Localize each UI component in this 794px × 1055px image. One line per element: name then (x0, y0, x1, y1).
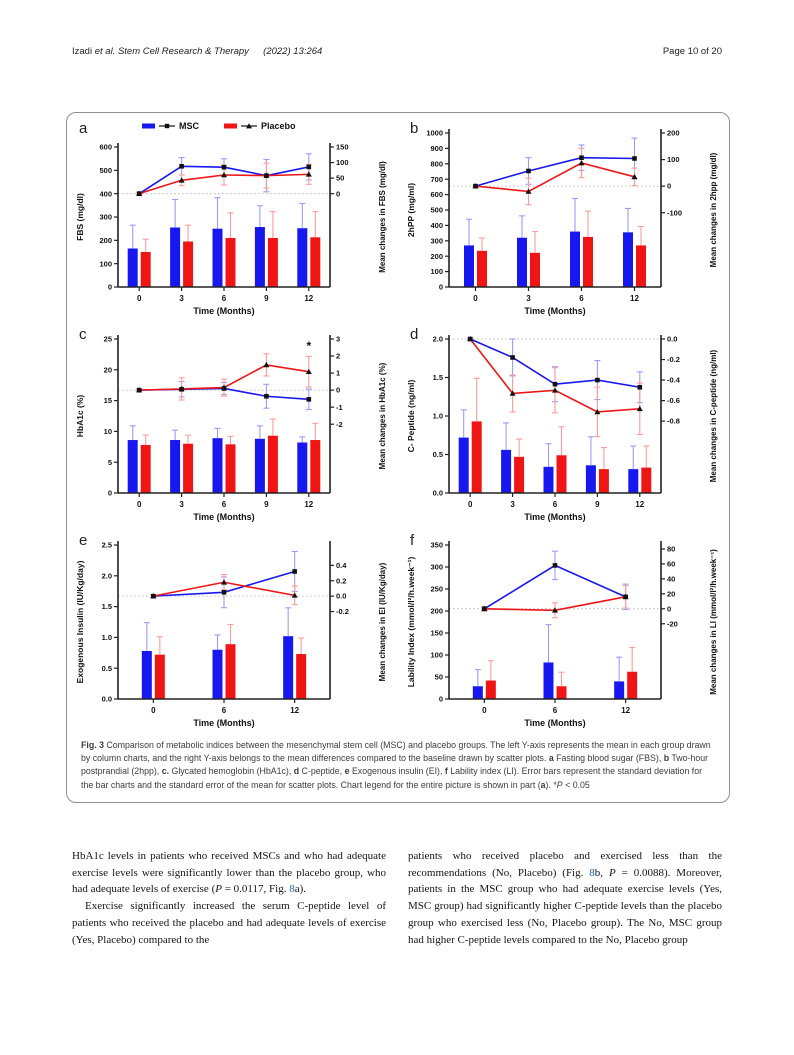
bar (267, 436, 277, 493)
svg-text:0.5: 0.5 (101, 663, 112, 673)
svg-text:0.5: 0.5 (432, 450, 443, 460)
legend-msc-bar-swatch (142, 124, 155, 129)
marker-square-msc (526, 169, 531, 174)
body-paragraph (72, 898, 386, 948)
svg-text:b: b (409, 120, 418, 137)
svg-text:60: 60 (666, 559, 675, 569)
marker-square-msc (579, 155, 584, 160)
svg-text:0: 0 (666, 604, 671, 614)
bars-placebo (471, 378, 651, 493)
svg-text:900: 900 (429, 144, 443, 153)
marker-square-msc (632, 156, 637, 161)
svg-text:1.5: 1.5 (432, 373, 443, 383)
bar (628, 469, 638, 493)
svg-text:2.0: 2.0 (432, 334, 443, 344)
text-run: et al. Stem Cell Research & Therapy (94, 46, 249, 57)
svg-text:1.0: 1.0 (101, 633, 112, 642)
bar (170, 440, 180, 493)
svg-text:80: 80 (666, 544, 675, 554)
text-run: Izadi (72, 46, 95, 57)
bar (212, 650, 222, 699)
svg-text:0: 0 (107, 488, 112, 498)
text-run: e (344, 766, 350, 777)
svg-text:0: 0 (335, 385, 340, 395)
svg-text:300: 300 (98, 212, 112, 222)
svg-text:-0.2: -0.2 (666, 355, 680, 365)
figure-3-box (66, 112, 730, 803)
text-run: a (548, 753, 554, 764)
bar (636, 245, 646, 287)
svg-text:1: 1 (335, 368, 340, 378)
svg-text:-20: -20 (666, 619, 678, 629)
text-run: HbA1c levels in patients who received MSCs and who had adequate exercise levels were significantly lower than the placebo group, who had adequate levels of exercise ( (72, 850, 386, 896)
body-paragraph (72, 848, 386, 898)
bar (530, 253, 540, 287)
bar (254, 439, 264, 493)
svg-text:1000: 1000 (425, 128, 443, 138)
svg-text:0.0: 0.0 (666, 334, 677, 344)
svg-text:100: 100 (335, 158, 349, 168)
page-header (72, 46, 722, 57)
svg-text:-0.2: -0.2 (335, 607, 349, 617)
bar (183, 242, 193, 288)
svg-text:12: 12 (629, 294, 639, 303)
marker-square-msc (306, 165, 311, 170)
figure-3-caption (81, 739, 715, 792)
body-paragraph (408, 848, 722, 948)
bar (297, 442, 307, 493)
svg-text:c: c (78, 326, 86, 343)
text-run: Exogenous insulin (EI), (349, 766, 445, 777)
bar (225, 238, 235, 287)
svg-text:25: 25 (103, 334, 112, 344)
svg-text:0: 0 (472, 294, 478, 303)
bar (296, 654, 306, 699)
svg-text:50: 50 (335, 173, 344, 183)
bar (170, 228, 180, 288)
svg-text:3: 3 (178, 500, 184, 509)
svg-text:700: 700 (429, 174, 443, 184)
svg-text:0.0: 0.0 (432, 488, 443, 498)
text-run: = 0.0088). Moreover, patients in the MSC group who had adequate exercise levels (Yes, MSC group) had significantly higher C-peptide levels than the placebo group who exercised less (No, Placebo group). The No, MSC group had higher C-peptide levels compared to the No, Placebo group (408, 866, 722, 946)
svg-text:*: * (305, 339, 311, 354)
bar (183, 444, 193, 493)
svg-text:100: 100 (98, 259, 112, 269)
svg-text:Lability Index (mmol/l²/h.week: Lability Index (mmol/l²/h.week⁻¹) (405, 556, 416, 688)
svg-text:9: 9 (263, 500, 269, 509)
svg-text:0: 0 (666, 181, 671, 191)
bars-msc (458, 410, 638, 493)
bar (140, 445, 150, 493)
chart-panel-f (403, 529, 725, 735)
svg-text:3: 3 (335, 334, 340, 344)
bars-placebo (140, 212, 320, 287)
bar (501, 450, 511, 493)
figure-ref-link[interactable]: 8 (289, 883, 295, 896)
bar (477, 251, 487, 287)
svg-text:200: 200 (666, 128, 680, 138)
text-run: Two-hour postprandial (2hpp), (81, 753, 709, 777)
svg-text:a: a (78, 120, 87, 137)
bar (254, 227, 264, 287)
text-run: P (215, 883, 222, 896)
text-run: = 0.0117, Fig. (221, 883, 290, 896)
svg-text:6: 6 (552, 706, 557, 715)
bar (127, 249, 137, 288)
svg-text:6: 6 (578, 294, 584, 303)
bar (212, 438, 222, 493)
marker-square-msc (552, 382, 557, 387)
svg-text:3: 3 (178, 294, 184, 303)
bar (556, 686, 566, 699)
bars-msc (127, 426, 307, 493)
bars-msc (127, 198, 307, 287)
svg-text:0: 0 (136, 294, 141, 303)
bar (514, 457, 524, 493)
svg-text:1.0: 1.0 (432, 411, 443, 421)
svg-text:100: 100 (666, 155, 680, 165)
bar (141, 651, 151, 699)
svg-text:0.4: 0.4 (335, 560, 346, 570)
svg-text:600: 600 (98, 142, 112, 152)
svg-text:9: 9 (263, 294, 269, 303)
svg-text:-0.6: -0.6 (666, 396, 680, 406)
text-run: b (663, 753, 670, 764)
bar (154, 655, 164, 699)
text-run: d (293, 766, 300, 777)
trend-line-placebo (475, 163, 634, 191)
svg-text:0: 0 (467, 500, 472, 509)
bar (140, 252, 150, 287)
svg-text:5: 5 (107, 457, 112, 467)
body-column-right (408, 848, 722, 948)
svg-text:200: 200 (429, 251, 443, 261)
svg-text:C- Peptide (ng/ml): C- Peptide (ng/ml) (405, 379, 416, 453)
bar (225, 644, 235, 699)
legend-placebo-bar-swatch (224, 124, 237, 129)
svg-text:Time (Months): Time (Months) (192, 512, 255, 522)
svg-text:6: 6 (221, 500, 226, 509)
bar (458, 438, 468, 493)
bar (517, 238, 527, 287)
svg-text:20: 20 (103, 365, 112, 375)
bar (212, 229, 222, 287)
bar (570, 232, 580, 287)
svg-text:6: 6 (552, 500, 557, 509)
marker-square-msc (595, 378, 600, 383)
svg-text:150: 150 (335, 142, 349, 152)
svg-text:15: 15 (103, 396, 112, 406)
svg-text:-1: -1 (335, 402, 343, 412)
scatter-error-placebo (467, 338, 643, 437)
svg-text:Time (Months): Time (Months) (523, 306, 586, 316)
svg-text:100: 100 (429, 650, 443, 660)
figure-3-panels (67, 117, 729, 735)
svg-text:Exogenous Insulin (IU/Kg/day): Exogenous Insulin (IU/Kg/day) (74, 560, 85, 684)
bars-placebo (477, 211, 646, 287)
svg-text:HbA1c (%): HbA1c (%) (74, 394, 85, 438)
svg-text:0.0: 0.0 (101, 694, 112, 704)
text-run: a (540, 779, 546, 790)
svg-text:12: 12 (289, 706, 299, 715)
bar (543, 467, 553, 493)
svg-text:350: 350 (429, 540, 443, 550)
svg-text:150: 150 (429, 628, 443, 638)
svg-text:d: d (409, 326, 418, 343)
svg-text:0: 0 (107, 282, 112, 292)
svg-text:500: 500 (98, 165, 112, 175)
bar (614, 681, 624, 699)
bar (543, 662, 553, 699)
svg-text:0: 0 (150, 706, 156, 715)
text-run: < 0.05 (562, 779, 590, 790)
svg-text:12: 12 (303, 294, 313, 303)
bar (225, 444, 235, 493)
text-run: a). (294, 883, 306, 896)
svg-text:Time (Months): Time (Months) (523, 718, 586, 728)
page-number: Page 10 of 20 (662, 46, 722, 57)
svg-text:400: 400 (98, 189, 112, 199)
bar (471, 421, 481, 493)
svg-text:f: f (409, 532, 414, 549)
marker-square-msc (510, 355, 515, 360)
svg-text:-0.4: -0.4 (666, 375, 680, 385)
svg-text:2.0: 2.0 (101, 571, 112, 581)
svg-text:200: 200 (98, 235, 112, 245)
trend-line-msc (475, 158, 634, 186)
svg-text:50: 50 (434, 672, 443, 682)
text-run: P (556, 779, 563, 790)
journal-citation (72, 46, 322, 57)
marker-square-msc (306, 397, 311, 402)
body-column-left (72, 848, 386, 948)
svg-text:0: 0 (438, 694, 443, 704)
svg-text:40: 40 (666, 574, 675, 584)
bar (627, 672, 637, 699)
legend-msc-marker (164, 124, 168, 128)
text-run: patients who received placebo and exercised less than the recommendations (No, Placebo) (Fig. (408, 850, 722, 879)
svg-text:300: 300 (429, 562, 443, 572)
chart-panel-e (72, 529, 394, 735)
marker-square-msc (179, 164, 184, 169)
svg-text:Mean changes in 2hpp (mg/dl): Mean changes in 2hpp (mg/dl) (708, 152, 718, 268)
bars-msc (464, 198, 633, 287)
text-run: P (608, 866, 616, 879)
chart-panel-c (72, 323, 394, 529)
svg-text:600: 600 (429, 190, 443, 200)
svg-text:0: 0 (481, 706, 487, 715)
svg-text:800: 800 (429, 159, 443, 169)
svg-text:12: 12 (620, 706, 630, 715)
svg-text:6: 6 (221, 294, 226, 303)
svg-text:0: 0 (438, 282, 443, 292)
text-run: Fasting blood sugar (FBS), (553, 753, 664, 764)
svg-text:Time (Months): Time (Months) (192, 718, 255, 728)
text-run: Lability index (LI). Error bars represent the standard deviation for the bar charts and the standard error of the mean for scatter plots. Chart legend for the entire picture is shown in part ( (81, 766, 703, 790)
svg-text:0.2: 0.2 (335, 576, 346, 586)
svg-text:100: 100 (429, 267, 443, 277)
bar (464, 245, 474, 287)
svg-text:Time (Months): Time (Months) (192, 306, 255, 316)
svg-text:12: 12 (303, 500, 313, 509)
bar (310, 237, 320, 287)
svg-text:-0.8: -0.8 (666, 416, 680, 426)
bar (297, 228, 307, 287)
svg-text:10: 10 (103, 427, 112, 436)
svg-text:500: 500 (429, 205, 443, 215)
svg-text:MSC: MSC (178, 121, 199, 131)
svg-text:Mean changes in EI (IU/Kg/day): Mean changes in EI (IU/Kg/day) (377, 562, 387, 682)
marker-triangle-placebo (578, 160, 584, 165)
bar (310, 440, 320, 493)
svg-text:e: e (78, 532, 87, 549)
bar (267, 238, 277, 287)
svg-text:-2: -2 (335, 419, 343, 429)
svg-text:0: 0 (335, 189, 340, 199)
text-run: Fig. 3 (81, 740, 104, 750)
chart-panel-d (403, 323, 725, 529)
svg-text:Mean changes in FBS (mg/dl): Mean changes in FBS (mg/dl) (377, 161, 387, 273)
svg-text:9: 9 (594, 500, 600, 509)
figure-ref-link[interactable]: 8 (589, 866, 595, 879)
bars-placebo (140, 419, 320, 493)
svg-text:300: 300 (429, 236, 443, 246)
svg-text:2.5: 2.5 (101, 540, 112, 550)
marker-square-msc (637, 385, 642, 390)
svg-text:Mean changes in HbA1c (%): Mean changes in HbA1c (%) (377, 362, 387, 470)
text-run: c. (161, 766, 170, 777)
svg-text:Placebo: Placebo (260, 121, 296, 131)
text-run: C-peptide, (299, 766, 345, 777)
marker-square-msc (221, 165, 226, 170)
svg-text:6: 6 (221, 706, 226, 715)
figure-legend (142, 121, 296, 131)
svg-text:20: 20 (666, 589, 675, 599)
svg-text:3: 3 (509, 500, 515, 509)
text-run: f (444, 766, 448, 777)
text-run: b, (594, 866, 609, 879)
scatter-error-placebo (481, 586, 628, 618)
svg-text:-100: -100 (666, 208, 682, 218)
chart-panel-a (72, 117, 394, 323)
svg-text:400: 400 (429, 221, 443, 230)
text-run: (2022) 13:264 (248, 46, 323, 57)
text-run: Exercise significantly increased the serum C-peptide level of patients who received the placebo and had adequate levels of exercise (Yes, Placebo) compared to the (72, 900, 386, 946)
svg-text:Mean changes in LI (mmol/l²/h.: Mean changes in LI (mmol/l²/h.week⁻¹) (708, 549, 718, 695)
svg-text:Time (Months): Time (Months) (523, 512, 586, 522)
bar (583, 237, 593, 287)
marker-square-msc (552, 563, 557, 568)
svg-text:FBS (mg/dl): FBS (mg/dl) (74, 193, 85, 241)
bar (472, 686, 482, 699)
svg-text:250: 250 (429, 584, 443, 594)
svg-text:0.0: 0.0 (335, 591, 346, 601)
svg-text:1.5: 1.5 (101, 602, 112, 612)
svg-text:2hPP (mg/ml): 2hPP (mg/ml) (405, 182, 416, 238)
bar (283, 636, 293, 699)
svg-text:12: 12 (634, 500, 644, 509)
text-run: Glycated hemoglobin (HbA1c), (169, 766, 294, 777)
body-text (72, 848, 722, 948)
bar (623, 232, 633, 287)
text-run: ). * (545, 779, 557, 790)
bar (598, 469, 608, 493)
svg-text:0: 0 (136, 500, 141, 509)
scatter-error-placebo (136, 354, 312, 400)
bar (485, 681, 495, 699)
chart-panel-b (403, 117, 725, 323)
scatter-error-msc (481, 551, 628, 610)
marker-square-msc (264, 394, 269, 399)
bar (127, 440, 137, 493)
svg-text:3: 3 (525, 294, 531, 303)
marker-square-msc (292, 569, 297, 574)
bar (556, 455, 566, 493)
svg-text:200: 200 (429, 606, 443, 616)
marker-square-msc (221, 590, 226, 595)
svg-text:Mean changes in C-peptide (ng/: Mean changes in C-peptide (ng/ml) (708, 349, 718, 483)
bar (641, 468, 651, 493)
svg-text:2: 2 (335, 351, 340, 361)
text-run: Comparison of metabolic indices between the mesenchymal stem cell (MSC) and placebo groups. The left Y-axis represents the mean in each group drawn by column charts, and the right Y-axis belongs to the mean differences compared to the baseline drawn by scatter plots. (81, 740, 711, 764)
bar (585, 465, 595, 493)
